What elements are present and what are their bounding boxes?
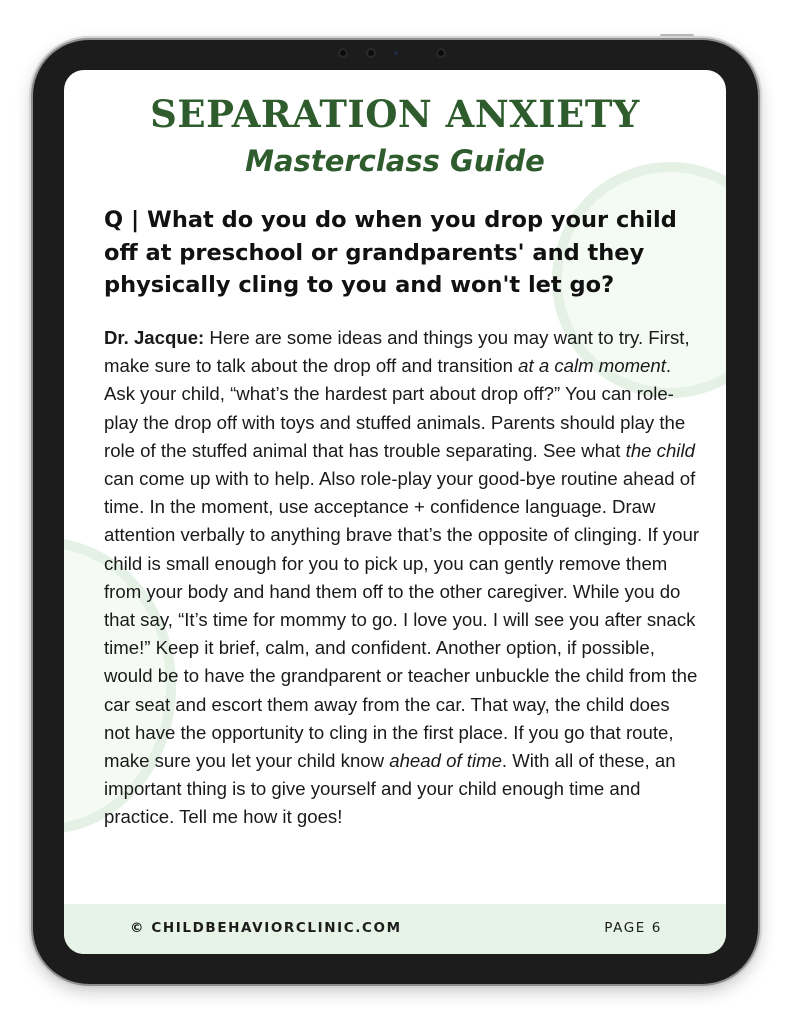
answer-text: . With all of these, an important thing is to give yourself and your child enough time and practice. Tell me how it goes! xyxy=(104,750,676,828)
tablet-top-button xyxy=(660,34,694,39)
speaker-label: Dr. Jacque: xyxy=(104,327,205,348)
answer-text: can come up with to help. Also role-play your good-bye routine ahead of time. In the moment, use acceptance + confidence language. Draw attention verbally to anything brave that’s the opposite of clinging. If your child is small enough for you to pick up, you can gently remove them from your body and hand them off to the other caregiver. While you do that say, “It’s time for mommy to go. I love you. I will see you after snack time!” Keep it brief, calm, and confident. Another option, if possible, would be to have the grandparent or teacher unbuckle the child from the car seat and escort them away from the car. That way, the child does not have the opportunity to cling in the first place. If you go that route, make sure you let your child know xyxy=(104,468,700,772)
camera-lens-icon xyxy=(366,48,376,58)
answer-emphasis: ahead of time xyxy=(389,750,502,772)
answer-emphasis: at a calm moment xyxy=(518,355,666,377)
page-number: PAGE 6 xyxy=(604,920,662,936)
page-footer xyxy=(64,904,726,954)
tablet-screen xyxy=(64,70,726,954)
answer-emphasis: the child xyxy=(625,439,695,461)
camera-lens-icon xyxy=(338,48,348,58)
page-title: SEPARATION ANXIETY xyxy=(150,92,640,136)
question-heading: Q | What do you do when you drop your child off at preschool or grandparents' and they physically cling to you and won't let go? xyxy=(104,207,677,298)
page-subtitle: Masterclass Guide xyxy=(245,144,545,178)
camera-lens-icon xyxy=(436,48,446,58)
tablet-camera-bar xyxy=(330,44,462,62)
camera-sensor-icon xyxy=(394,51,398,55)
answer-text: Here are some ideas and things you may want to try. First, make sure to talk about the drop off and transition xyxy=(104,327,690,377)
footer-website: © CHILDBEHAVIORCLINIC.COM xyxy=(130,920,402,936)
answer-text: . Ask your child, “what’s the hardest part about drop off?” You can role-play the drop off with toys and stuffed animals. Parents should play the role of the stuffed animal that has trouble separating. See what xyxy=(104,355,686,461)
answer-paragraph xyxy=(104,324,700,832)
